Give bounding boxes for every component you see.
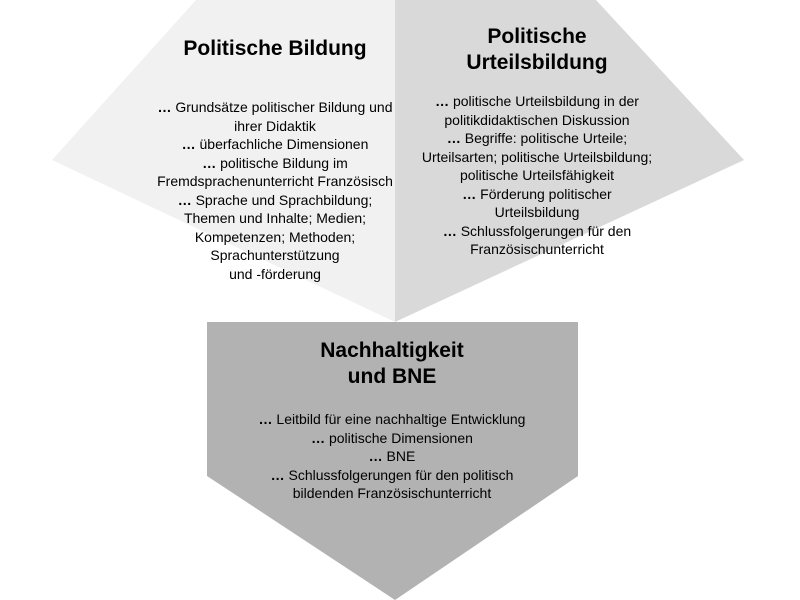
item-list xyxy=(205,410,579,503)
list-item: … Sprache und Sprachbildung; xyxy=(177,191,373,208)
list-item: … BNE xyxy=(368,448,416,464)
list-item: Sprachunterstützung xyxy=(210,247,340,263)
list-item: Urteilsbildung xyxy=(494,204,580,220)
list-item: … politische Urteilsbildung in der xyxy=(435,93,639,109)
list-item: politikdidaktischen Diskussion xyxy=(444,111,630,128)
panel-title xyxy=(205,338,579,390)
list-item: … Begriffe: politische Urteile; xyxy=(446,130,628,146)
list-item: … politische Bildung im xyxy=(202,154,348,171)
list-item: … Leitbild für eine nachhaltige Entwicklung xyxy=(258,411,526,427)
list-item: … Grundsätze politischer Bildung und xyxy=(157,99,393,115)
panel-title-line: und BNE xyxy=(347,365,437,388)
panel-title: Politische Bildung xyxy=(183,37,367,60)
list-item: … Schlussfolgerungen für den politisch xyxy=(270,466,514,483)
list-item: Kompetenzen; Methoden; xyxy=(194,228,356,245)
list-item: und -förderung xyxy=(229,265,321,282)
list-item: … Schlussfolgerungen für den xyxy=(442,222,632,239)
list-item: Themen und Inhalte; Medien; xyxy=(183,210,367,226)
list-item: … Förderung politischer xyxy=(462,185,612,202)
panel-political-education xyxy=(120,36,430,283)
list-item: Urteilsarten; politische Urteilsbildung; xyxy=(421,148,653,165)
list-item: Fremdsprachenunterricht Französisch xyxy=(157,173,393,189)
item-list xyxy=(392,92,682,259)
panel-title-line: Politische xyxy=(487,25,587,48)
item-list xyxy=(120,98,430,283)
panel-title-line: Urteilsbildung xyxy=(466,51,608,74)
panel-title-line: Nachhaltigkeit xyxy=(320,339,464,362)
panel-sustainability-bne xyxy=(205,338,579,503)
list-item: … überfachliche Dimensionen xyxy=(181,136,369,152)
list-item: ihrer Didaktik xyxy=(234,117,316,134)
panel-political-judgement xyxy=(392,24,682,259)
list-item: bildenden Französischunterricht xyxy=(292,485,492,501)
list-item: Französischunterricht xyxy=(470,241,604,257)
panel-title xyxy=(392,24,682,76)
list-item: … politische Dimensionen xyxy=(311,429,473,446)
list-item: politische Urteilsfähigkeit xyxy=(459,167,615,183)
